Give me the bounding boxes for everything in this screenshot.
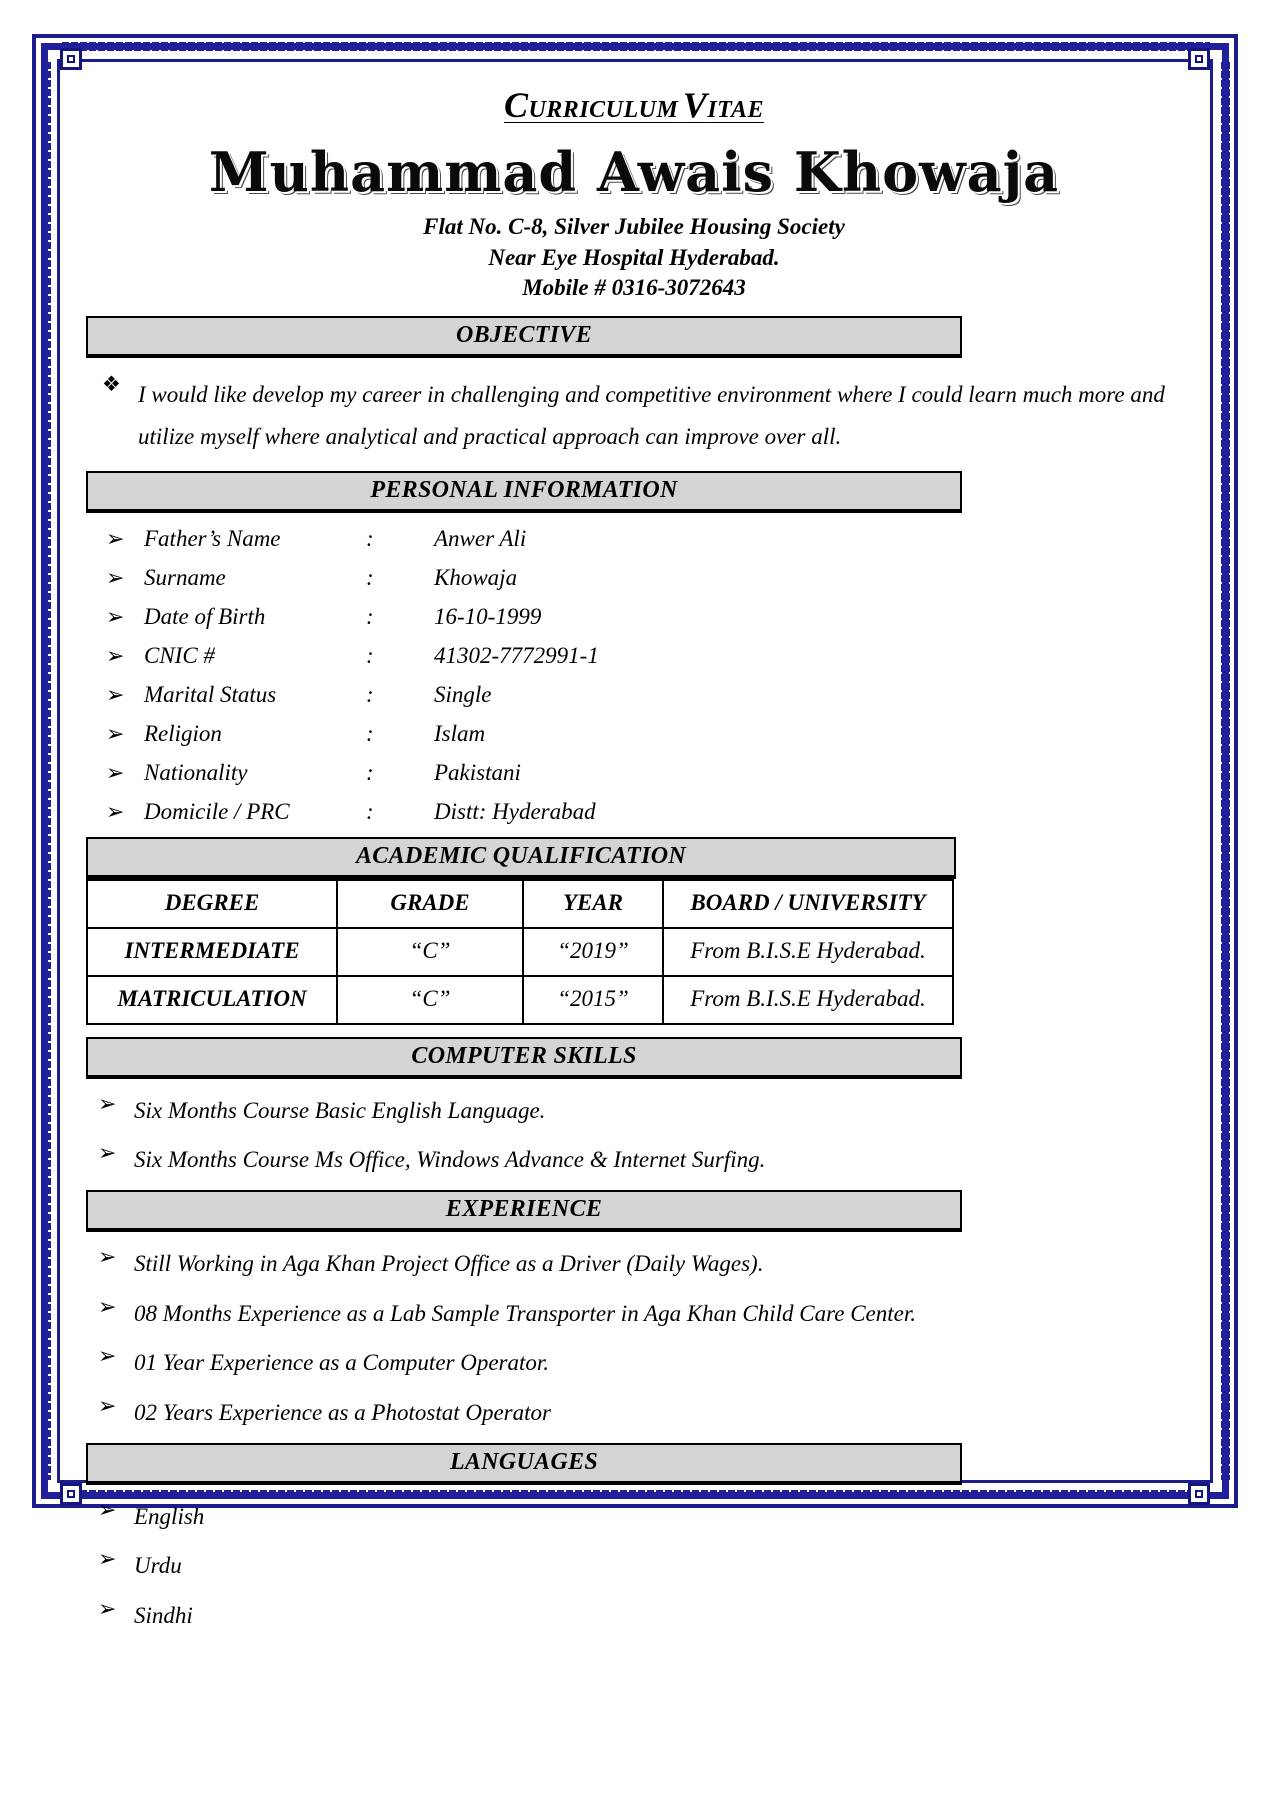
cv-title-v: V bbox=[682, 85, 708, 125]
section-heading-academic-qualification: ACADEMIC QUALIFICATION bbox=[86, 837, 956, 879]
list-item bbox=[78, 1142, 1190, 1178]
section-heading-objective: OBJECTIVE bbox=[86, 316, 962, 358]
personal-info-value: 16-10-1999 bbox=[434, 603, 542, 629]
cv-document-body bbox=[78, 72, 1190, 1634]
personal-info-row bbox=[78, 682, 1190, 708]
list-item bbox=[78, 1548, 1190, 1584]
diamond-bullet-icon: ❖ bbox=[102, 371, 121, 396]
personal-info-label: Domicile / PRC bbox=[144, 798, 290, 824]
personal-info-separator: : bbox=[366, 720, 374, 746]
cell-degree: INTERMEDIATE bbox=[87, 928, 337, 976]
personal-info-separator: : bbox=[366, 759, 374, 785]
personal-info-value: Distt: Hyderabad bbox=[434, 798, 596, 824]
personal-info-row bbox=[78, 643, 1190, 669]
personal-info-row bbox=[78, 799, 1190, 825]
personal-info-row bbox=[78, 760, 1190, 786]
arrow-bullet-icon: ➢ bbox=[106, 759, 125, 785]
section-heading-experience: EXPERIENCE bbox=[86, 1190, 962, 1232]
objective-text: I would like develop my career in challenging and competitive environment where I could learn much more and utilize myself where analytical and practical approach can improve over all. bbox=[138, 381, 1165, 450]
arrow-bullet-icon: ➢ bbox=[98, 1140, 117, 1166]
cv-title-urriculum: URRICULUM bbox=[528, 97, 679, 123]
list-item bbox=[78, 1595, 1190, 1634]
list-item bbox=[78, 1246, 1190, 1282]
table-header-row bbox=[87, 880, 953, 928]
list-item bbox=[78, 1293, 1190, 1332]
personal-info-value: Single bbox=[434, 681, 492, 707]
arrow-bullet-icon: ➢ bbox=[98, 1090, 117, 1116]
personal-info-separator: : bbox=[366, 642, 374, 668]
arrow-bullet-icon: ➢ bbox=[106, 681, 125, 707]
personal-info-separator: : bbox=[366, 525, 374, 551]
objective-item bbox=[78, 371, 1190, 459]
personal-info-separator: : bbox=[366, 798, 374, 824]
column-header-grade: GRADE bbox=[337, 880, 523, 928]
personal-information-list bbox=[78, 526, 1190, 825]
personal-info-label: CNIC # bbox=[144, 642, 215, 668]
experience-list bbox=[78, 1246, 1190, 1431]
language-text: English bbox=[134, 1503, 205, 1529]
arrow-bullet-icon: ➢ bbox=[98, 1293, 117, 1319]
list-item bbox=[78, 1090, 1190, 1129]
personal-info-value: Khowaja bbox=[434, 564, 518, 590]
personal-info-label: Father’s Name bbox=[144, 525, 281, 551]
personal-info-row bbox=[78, 565, 1190, 591]
column-header-degree: DEGREE bbox=[87, 880, 337, 928]
arrow-bullet-icon: ➢ bbox=[98, 1546, 117, 1572]
experience-text: Still Working in Aga Khan Project Office as a Driver (Daily Wages). bbox=[134, 1251, 764, 1277]
cell-year: “2019” bbox=[523, 928, 663, 976]
personal-info-label: Date of Birth bbox=[144, 603, 266, 629]
section-heading-personal-information: PERSONAL INFORMATION bbox=[86, 471, 962, 513]
experience-text: 08 Months Experience as a Lab Sample Transporter in Aga Khan Child Care Center. bbox=[134, 1300, 916, 1326]
personal-info-label: Religion bbox=[144, 720, 222, 746]
personal-info-separator: : bbox=[366, 603, 374, 629]
personal-info-value: Islam bbox=[434, 720, 486, 746]
personal-info-row bbox=[78, 526, 1190, 552]
arrow-bullet-icon: ➢ bbox=[106, 642, 125, 668]
experience-text: 02 Years Experience as a Photostat Operator bbox=[134, 1400, 551, 1426]
document-type-title bbox=[78, 84, 1190, 126]
arrow-bullet-icon: ➢ bbox=[98, 1595, 117, 1621]
section-heading-computer-skills: COMPUTER SKILLS bbox=[86, 1037, 962, 1079]
arrow-bullet-icon: ➢ bbox=[106, 603, 125, 629]
personal-info-separator: : bbox=[366, 681, 374, 707]
column-header-year: YEAR bbox=[523, 880, 663, 928]
cell-board: From B.I.S.E Hyderabad. bbox=[663, 928, 953, 976]
arrow-bullet-icon: ➢ bbox=[106, 798, 125, 824]
personal-info-value: 41302-7772991-1 bbox=[434, 642, 599, 668]
contact-block bbox=[78, 212, 1190, 304]
cell-grade: “C” bbox=[337, 976, 523, 1024]
corner-ornament-bottom-right bbox=[1188, 1483, 1210, 1505]
personal-info-row bbox=[78, 721, 1190, 747]
cell-degree: MATRICULATION bbox=[87, 976, 337, 1024]
personal-info-row bbox=[78, 604, 1190, 630]
cell-board: From B.I.S.E Hyderabad. bbox=[663, 976, 953, 1024]
table-row bbox=[87, 928, 953, 976]
language-text: Sindhi bbox=[134, 1602, 193, 1628]
personal-info-label: Surname bbox=[144, 564, 226, 590]
language-text: Urdu bbox=[134, 1553, 182, 1579]
academic-qualification-table bbox=[86, 879, 954, 1025]
experience-text: 01 Year Experience as a Computer Operator. bbox=[134, 1350, 550, 1376]
address-line-1: Flat No. C-8, Silver Jubilee Housing Society bbox=[423, 214, 845, 239]
cv-title-itae: ITAE bbox=[707, 97, 765, 123]
candidate-name: Muhammad Awais Khowaja bbox=[208, 140, 1060, 204]
arrow-bullet-icon: ➢ bbox=[98, 1244, 117, 1270]
list-item bbox=[78, 1496, 1190, 1535]
address-line-2: Near Eye Hospital Hyderabad. bbox=[488, 244, 780, 270]
cell-grade: “C” bbox=[337, 928, 523, 976]
languages-list bbox=[78, 1496, 1190, 1634]
computer-skill-text: Six Months Course Ms Office, Windows Advance & Internet Surfing. bbox=[134, 1147, 766, 1173]
arrow-bullet-icon: ➢ bbox=[106, 720, 125, 746]
computer-skills-list bbox=[78, 1090, 1190, 1178]
column-header-board: BOARD / UNIVERSITY bbox=[663, 880, 953, 928]
table-row bbox=[87, 976, 953, 1024]
arrow-bullet-icon: ➢ bbox=[106, 525, 125, 551]
personal-info-label: Marital Status bbox=[144, 681, 277, 707]
arrow-bullet-icon: ➢ bbox=[98, 1393, 117, 1419]
computer-skill-text: Six Months Course Basic English Language. bbox=[134, 1097, 546, 1123]
arrow-bullet-icon: ➢ bbox=[98, 1343, 117, 1369]
personal-info-label: Nationality bbox=[144, 759, 248, 785]
list-item bbox=[78, 1345, 1190, 1381]
corner-ornament-top-right bbox=[1188, 48, 1210, 70]
mobile-line: Mobile # 0316-3072643 bbox=[522, 275, 746, 301]
arrow-bullet-icon: ➢ bbox=[106, 564, 125, 590]
cell-year: “2015” bbox=[523, 976, 663, 1024]
personal-info-value: Pakistani bbox=[434, 759, 521, 785]
corner-ornament-top-left bbox=[60, 48, 82, 70]
personal-info-separator: : bbox=[366, 564, 374, 590]
section-heading-languages: LANGUAGES bbox=[86, 1443, 962, 1485]
personal-info-value: Anwer Ali bbox=[434, 525, 527, 551]
cv-title-c: C bbox=[503, 85, 529, 125]
list-item bbox=[78, 1395, 1190, 1431]
arrow-bullet-icon: ➢ bbox=[98, 1496, 117, 1522]
